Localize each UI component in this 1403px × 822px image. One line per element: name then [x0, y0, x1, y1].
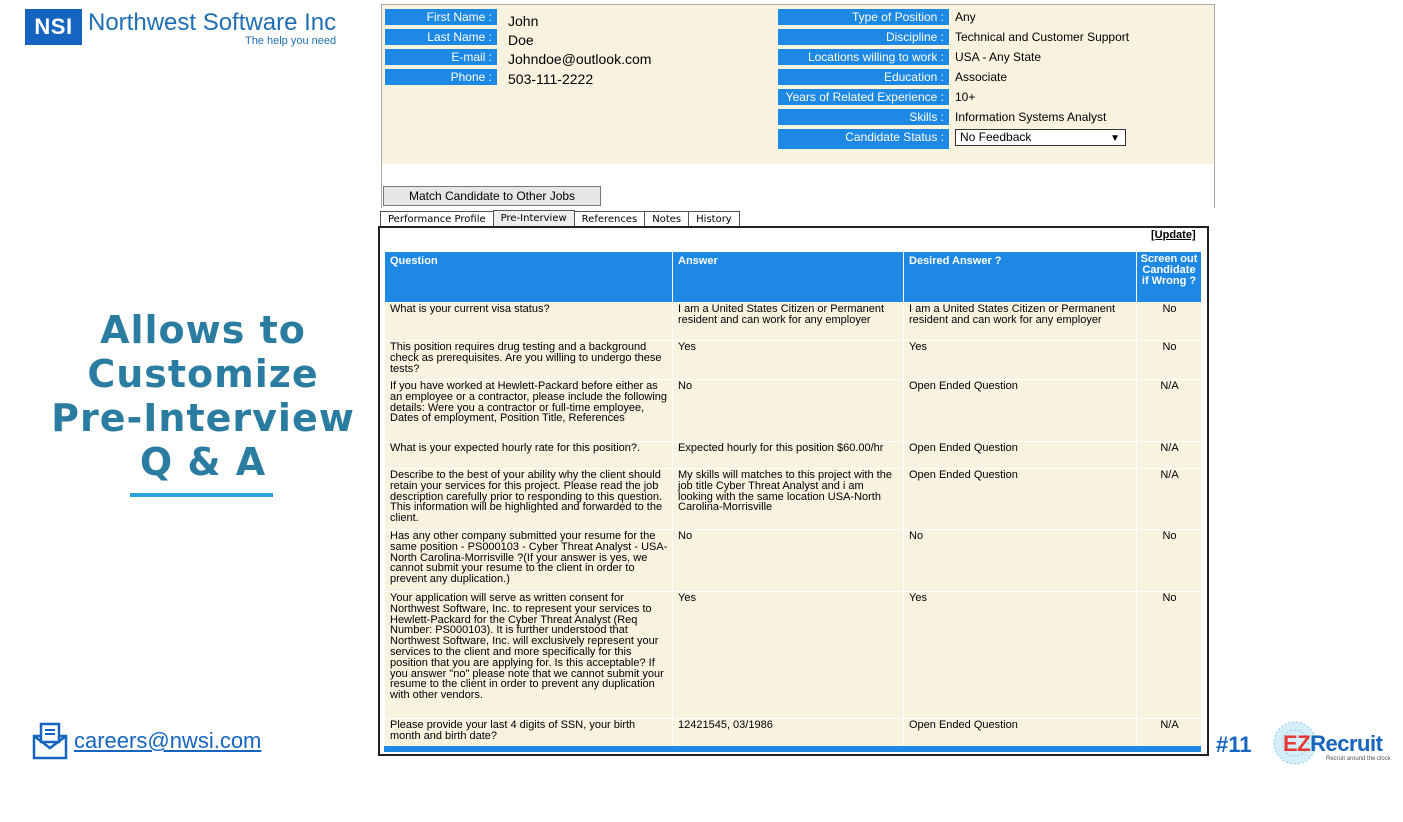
candidate-status-select[interactable] [955, 129, 1126, 146]
screen-out-cell: N/A [1137, 442, 1202, 469]
match-candidate-button[interactable]: Match Candidate to Other Jobs [383, 186, 601, 206]
desired-answer-cell: Open Ended Question [904, 719, 1137, 746]
table-row [385, 380, 1202, 442]
nsi-logo [25, 9, 336, 47]
tab-pre-interview[interactable]: Pre-Interview [493, 210, 575, 227]
candidate-status-label: Candidate Status : [778, 129, 949, 149]
tab-references[interactable]: References [574, 211, 646, 227]
skills-label: Skills : [778, 109, 949, 125]
discipline-value: Technical and Customer Support [955, 30, 1130, 44]
desired-answer-cell: No [904, 530, 1137, 592]
discipline-label: Discipline : [778, 29, 949, 45]
company-tagline: The help you need [244, 35, 337, 47]
headline-line: Pre-Interview [51, 396, 355, 440]
table-footer-bar [384, 746, 1201, 752]
desired-answer-cell: Open Ended Question [904, 442, 1137, 469]
answer-cell: Expected hourly for this position $60.00/hr [673, 442, 904, 469]
position-type-label: Type of Position : [778, 9, 949, 25]
table-row [385, 303, 1202, 341]
question-cell: Describe to the best of your ability why the client should retain your services for this project. Please read the job description carefully prior to responding to this question. This information will be highlighted and forwarded to the client. [385, 469, 673, 530]
email-label: E-mail : [385, 49, 497, 65]
answer-cell: My skills will matches to this project with the job title Cyber Threat Analyst and i am looking with the same location USA-North Carolina-Morrisville [673, 469, 904, 530]
slide-number: #11 [1216, 732, 1252, 757]
nsi-logo-mark: NSI [25, 9, 82, 45]
screen-out-cell: No [1137, 303, 1202, 341]
answer-cell: 12421545, 03/1986 [673, 719, 904, 746]
table-row [385, 530, 1202, 592]
question-cell: If you have worked at Hewlett-Packard before either as an employee or a contractor, please include the following details: Were you a contractor or full-time employee, Dates of employment, Position Title, References [385, 380, 673, 442]
tab-performance-profile[interactable]: Performance Profile [380, 211, 494, 227]
first-name-label: First Name : [385, 9, 497, 25]
tab-notes[interactable]: Notes [644, 211, 689, 227]
headline-line: Customize [87, 352, 319, 396]
education-value: Associate [955, 70, 1008, 84]
email-value: Johndoe@outlook.com [508, 51, 652, 67]
question-cell: What is your expected hourly rate for this position?. [385, 442, 673, 469]
answer-cell: Yes [673, 592, 904, 719]
desired-answer-cell: Yes [904, 341, 1137, 380]
experience-label: Years of Related Experience : [778, 89, 949, 105]
table-row [385, 469, 1202, 530]
pre-interview-table [384, 251, 1202, 746]
question-cell: Your application will serve as written consent for Northwest Software, Inc. to represent your services to Hewlett-Packard for the Cyber Threat Analyst (Req Number: PS000103). It is further understood that Northwest Software, Inc. will exclusively represent your services to the client and more specifically for this position that you are applying for. Is this acceptable? If you answer "no" please note that we cannot submit your resume to the client in order to prevent any duplication with other vendors. [385, 592, 673, 719]
desired-answer-cell: Open Ended Question [904, 380, 1137, 442]
table-row [385, 719, 1202, 746]
ezrecruit-tagline: Recruit around the clock [1326, 756, 1391, 762]
desired-answer-cell: I am a United States Citizen or Permanent resident and can work for any employer [904, 303, 1137, 341]
screen-out-cell: No [1137, 592, 1202, 719]
update-link[interactable]: [Update] [1151, 229, 1196, 241]
headline-line: Q & A [139, 440, 267, 484]
answer-cell: No [673, 380, 904, 442]
ezrecruit-logo: EZRecruit [1283, 731, 1383, 756]
screen-out-cell: No [1137, 530, 1202, 592]
answer-cell: I am a United States Citizen or Permanent resident and can work for any employer [673, 303, 904, 341]
last-name-label: Last Name : [385, 29, 497, 45]
screen-out-cell: No [1137, 341, 1202, 380]
column-header-screen-out: Screen out Candidate if Wrong ? [1137, 252, 1202, 303]
mail-icon [32, 722, 68, 760]
phone-value: 503-111-2222 [508, 71, 594, 87]
headline-line: Allows to [100, 308, 306, 352]
company-name: Northwest Software Inc [88, 9, 337, 36]
answer-cell: No [673, 530, 904, 592]
question-cell: What is your current visa status? [385, 303, 673, 341]
question-cell: Please provide your last 4 digits of SSN, your birth month and birth date? [385, 719, 673, 746]
slide-headline [40, 308, 366, 484]
table-row [385, 341, 1202, 380]
position-type-value: Any [955, 10, 976, 24]
chevron-down-icon: ▼ [1110, 133, 1120, 144]
skills-value: Information Systems Analyst [955, 110, 1107, 124]
desired-answer-cell: Yes [904, 592, 1137, 719]
headline-underline [130, 493, 273, 497]
column-header-desired-answer: Desired Answer ? [904, 252, 1137, 303]
table-row [385, 592, 1202, 719]
tab-history[interactable]: History [688, 211, 740, 227]
locations-label: Locations willing to work : [778, 49, 949, 65]
table-header-row [385, 252, 1202, 303]
first-name-value: John [508, 13, 539, 29]
experience-value: 10+ [955, 90, 976, 104]
contact-email[interactable] [32, 722, 261, 760]
column-header-answer: Answer [673, 252, 904, 303]
email-link[interactable]: careers@nwsi.com [74, 728, 262, 753]
profile-tabs [380, 211, 739, 227]
answer-cell: Yes [673, 341, 904, 380]
column-header-question: Question [385, 252, 673, 303]
phone-label: Phone : [385, 69, 497, 85]
screen-out-cell: N/A [1137, 380, 1202, 442]
screen-out-cell: N/A [1137, 469, 1202, 530]
table-row [385, 442, 1202, 469]
question-cell: This position requires drug testing and a background check as prerequisites. Are you willing to undergo these tests? [385, 341, 673, 380]
education-label: Education : [778, 69, 949, 85]
desired-answer-cell: Open Ended Question [904, 469, 1137, 530]
candidate-status-value: No Feedback [960, 130, 1032, 144]
locations-value: USA - Any State [955, 50, 1042, 64]
last-name-value: Doe [508, 32, 534, 48]
screen-out-cell: N/A [1137, 719, 1202, 746]
question-cell: Has any other company submitted your resume for the same position - PS000103 - Cyber Threat Analyst - USA-North Carolina-Morrisville ?(If your answer is yes, we cannot submit your resume to the client in order to prevent any duplication.) [385, 530, 673, 592]
